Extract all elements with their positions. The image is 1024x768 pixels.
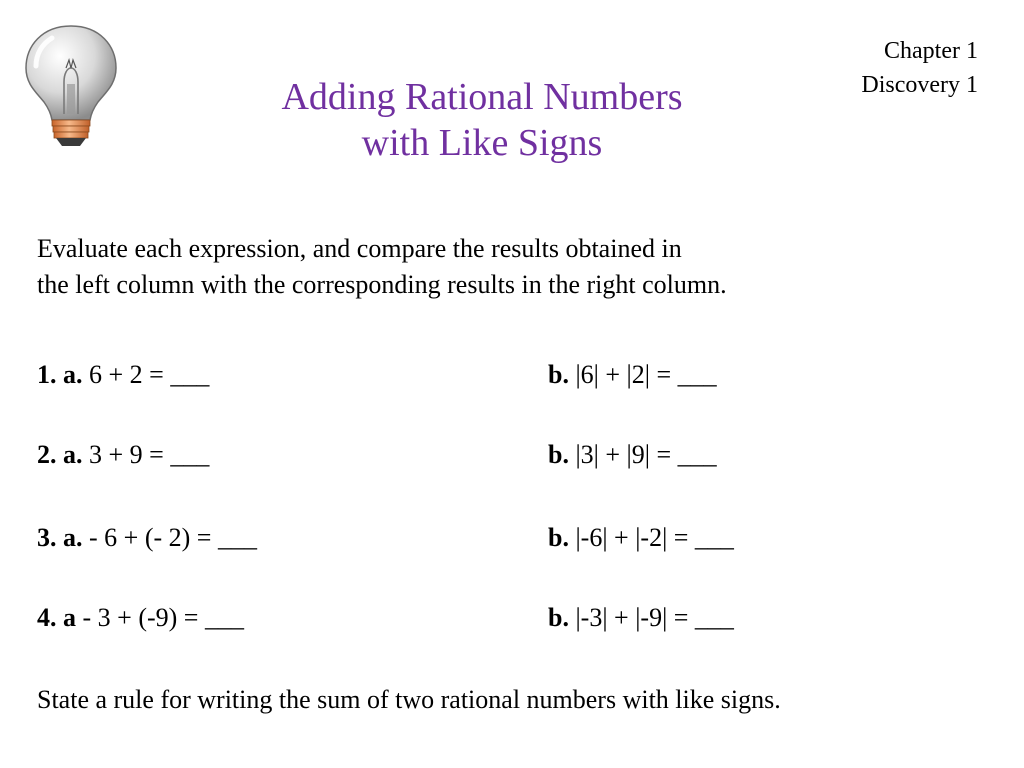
problem-3-a-expression: - 6 + (- 2) = ___	[89, 523, 257, 552]
instructions-line-2: the left column with the corresponding results in the right column.	[37, 270, 727, 299]
problem-4-b-label: b.	[548, 603, 569, 632]
slide-title	[0, 74, 964, 166]
title-line-2: with Like Signs	[361, 122, 603, 164]
problem-4-b	[548, 603, 734, 633]
problem-4-a	[37, 603, 244, 633]
problem-3-b-expression: |-6| + |-2| = ___	[575, 523, 734, 552]
problem-2-b-label: b.	[548, 440, 569, 469]
problem-3-number: 3. a.	[37, 523, 83, 552]
problem-2-a-expression: 3 + 9 = ___	[89, 440, 210, 469]
discovery-number: Discovery 1	[861, 72, 978, 98]
problem-4-a-expression: - 3 + (-9) = ___	[82, 603, 244, 632]
instructions	[37, 231, 997, 303]
title-line-1: Adding Rational Numbers	[281, 76, 683, 118]
problem-2-b	[548, 440, 717, 470]
problem-1-b-expression: |6| + |2| = ___	[575, 360, 717, 389]
problem-3-b	[548, 523, 734, 553]
problem-2-b-expression: |3| + |9| = ___	[575, 440, 717, 469]
problem-2-a	[37, 440, 209, 470]
chapter-number: Chapter 1	[884, 38, 978, 64]
problem-4-b-expression: |-3| + |-9| = ___	[575, 603, 734, 632]
problem-1-a-expression: 6 + 2 = ___	[89, 360, 210, 389]
problem-1-number: 1. a.	[37, 360, 83, 389]
problem-3-b-label: b.	[548, 523, 569, 552]
rule-prompt: State a rule for writing the sum of two rational numbers with like signs.	[37, 685, 781, 714]
problem-4-number: 4. a	[37, 603, 76, 632]
problem-1-b	[548, 360, 717, 390]
instructions-line-1: Evaluate each expression, and compare the results obtained in	[37, 234, 682, 263]
problem-3-a	[37, 523, 257, 553]
problem-2-number: 2. a.	[37, 440, 83, 469]
problem-1-a	[37, 360, 209, 390]
problem-1-b-label: b.	[548, 360, 569, 389]
